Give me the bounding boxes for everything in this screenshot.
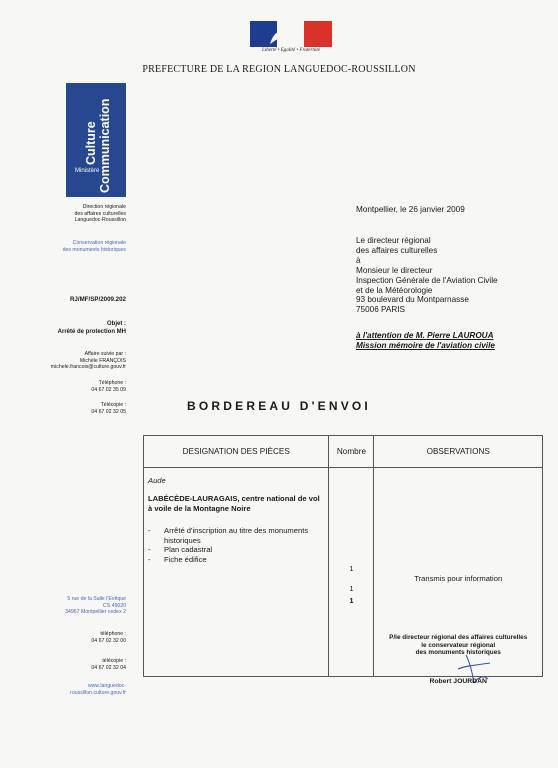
affaire-block [26, 351, 126, 371]
fax2-block [26, 658, 126, 671]
fax2-number: 04 67 02 32 04 [91, 664, 126, 671]
list-item [148, 526, 325, 545]
table-row [144, 468, 543, 677]
department-name: Aude [148, 476, 166, 485]
item-count: 1 [349, 596, 354, 605]
header-designation: DESIGNATION DES PIÈCES [144, 436, 329, 468]
objet-block [26, 321, 126, 336]
document-title: BORDEREAU D'ENVOI [187, 399, 371, 413]
conservation-block [26, 240, 126, 253]
tel2-number: 04 67 02 32 00 [91, 637, 126, 644]
item-text: Fiche édifice [164, 554, 207, 564]
direction-block [26, 204, 126, 224]
items-list [148, 526, 325, 564]
affaire-line: Affaire suivie par : [84, 351, 126, 357]
nombre-cell [329, 468, 374, 677]
republic-motto: Liberté • Egalité • Fraternité [262, 48, 320, 53]
header-observations: OBSERVATIONS [374, 436, 543, 468]
designation-cell [144, 468, 329, 677]
prefecture-heading: PREFECTURE DE LA REGION LANGUEDOC-ROUSSILLON [142, 64, 416, 75]
item-text: Arrêté d'inscription au titre des monuments historiques [164, 526, 309, 545]
reference-number: RJ/MF/SP/2009.202 [69, 296, 126, 303]
item-count: 1 [349, 564, 354, 573]
observations-cell [374, 468, 543, 685]
affaire-email: michele.francois@culture.gouv.fr [50, 364, 126, 371]
telecopie-number: 04 67 02 32 05 [91, 408, 126, 415]
objet-value: Arrêté de protection MH [57, 328, 126, 335]
website-block [26, 683, 126, 696]
ministry-logo-block [66, 83, 126, 197]
item-count: 1 [349, 584, 354, 593]
tel2-block [26, 631, 126, 644]
website-line: roussillon.culture.gouv.fr [70, 689, 126, 696]
recipient-line: Inspection Générale de l'Aviation Civile [356, 275, 498, 285]
direction-line: des affaires culturelles [74, 210, 126, 217]
item-dash: - [148, 545, 151, 554]
telecopie-label: Télécopie : [100, 402, 126, 408]
fax2-label: télécopie : [102, 658, 126, 664]
ministry-culture: Culture [84, 121, 98, 165]
subject-title: LABÉCÈDE-LAURAGAIS, centre national de vol à voile de la Montagne Noire [148, 494, 320, 513]
address-block [26, 596, 126, 616]
telephone-block [26, 380, 126, 393]
recipient-line: et de la Météorologie [356, 285, 433, 295]
ministry-communication: Communication [98, 98, 112, 193]
ministry-vertical-text [84, 99, 112, 193]
attention-line: à l'attention de M. Pierre LAUROUA [356, 331, 494, 340]
recipient-block [356, 266, 551, 315]
tel2-label: téléphone : [100, 631, 126, 637]
letter-date: Montpellier, le 26 janvier 2009 [356, 205, 465, 214]
list-item [148, 545, 325, 555]
pieces-table [143, 435, 543, 685]
marianne-logo [250, 21, 332, 57]
affaire-line: Michèle FRANÇOIS [79, 357, 126, 364]
address-line: 34967 Montpellier cedex 2 [65, 609, 126, 616]
sender-line: des affaires culturelles [356, 245, 438, 255]
conservation-line: des monuments historiques [62, 246, 126, 253]
ministry-label: Ministère [75, 168, 100, 174]
item-dash: - [148, 554, 151, 564]
observation-text: Transmis pour information [414, 574, 503, 583]
objet-label: Objet : [107, 321, 126, 327]
telephone-label: Téléphone : [98, 380, 126, 386]
list-item [148, 555, 325, 565]
header-nombre: Nombre [329, 436, 374, 468]
address-line: CS 49020 [102, 602, 126, 609]
direction-line: Direction régionale [82, 204, 126, 210]
signatory-name: Robert JOURDAN [429, 678, 487, 685]
website-line: www.languedoc- [87, 683, 126, 689]
recipient-line: 75006 PARIS [356, 305, 406, 315]
attention-line: Mission mémoire de l'aviation civile [356, 340, 495, 350]
marianne-profile-icon [266, 24, 296, 46]
signature-line: P/le directeur régional des affaires culturelles [389, 634, 528, 641]
item-dash: - [148, 526, 151, 535]
sender-line: Le directeur régional [356, 236, 431, 245]
attention-block [356, 331, 551, 351]
telephone-number: 04 67 02 35 09 [91, 386, 126, 393]
recipient-line: 93 boulevard du Montparnasse [356, 295, 469, 305]
item-text: Plan cadastral [164, 545, 213, 554]
conservation-line: Conservation régionale [72, 240, 126, 246]
sender-block [356, 236, 546, 265]
recipient-line: Monsieur le directeur [356, 266, 433, 275]
address-line: 5 rue de la Salle l'Evêque [67, 596, 126, 602]
table-header-row [144, 436, 543, 468]
sender-line: à [356, 255, 361, 265]
signature-line: des monuments historiques [415, 649, 501, 657]
direction-line: Languedoc-Roussillon [74, 217, 126, 224]
signature-line: le conservateur régional [421, 641, 496, 649]
